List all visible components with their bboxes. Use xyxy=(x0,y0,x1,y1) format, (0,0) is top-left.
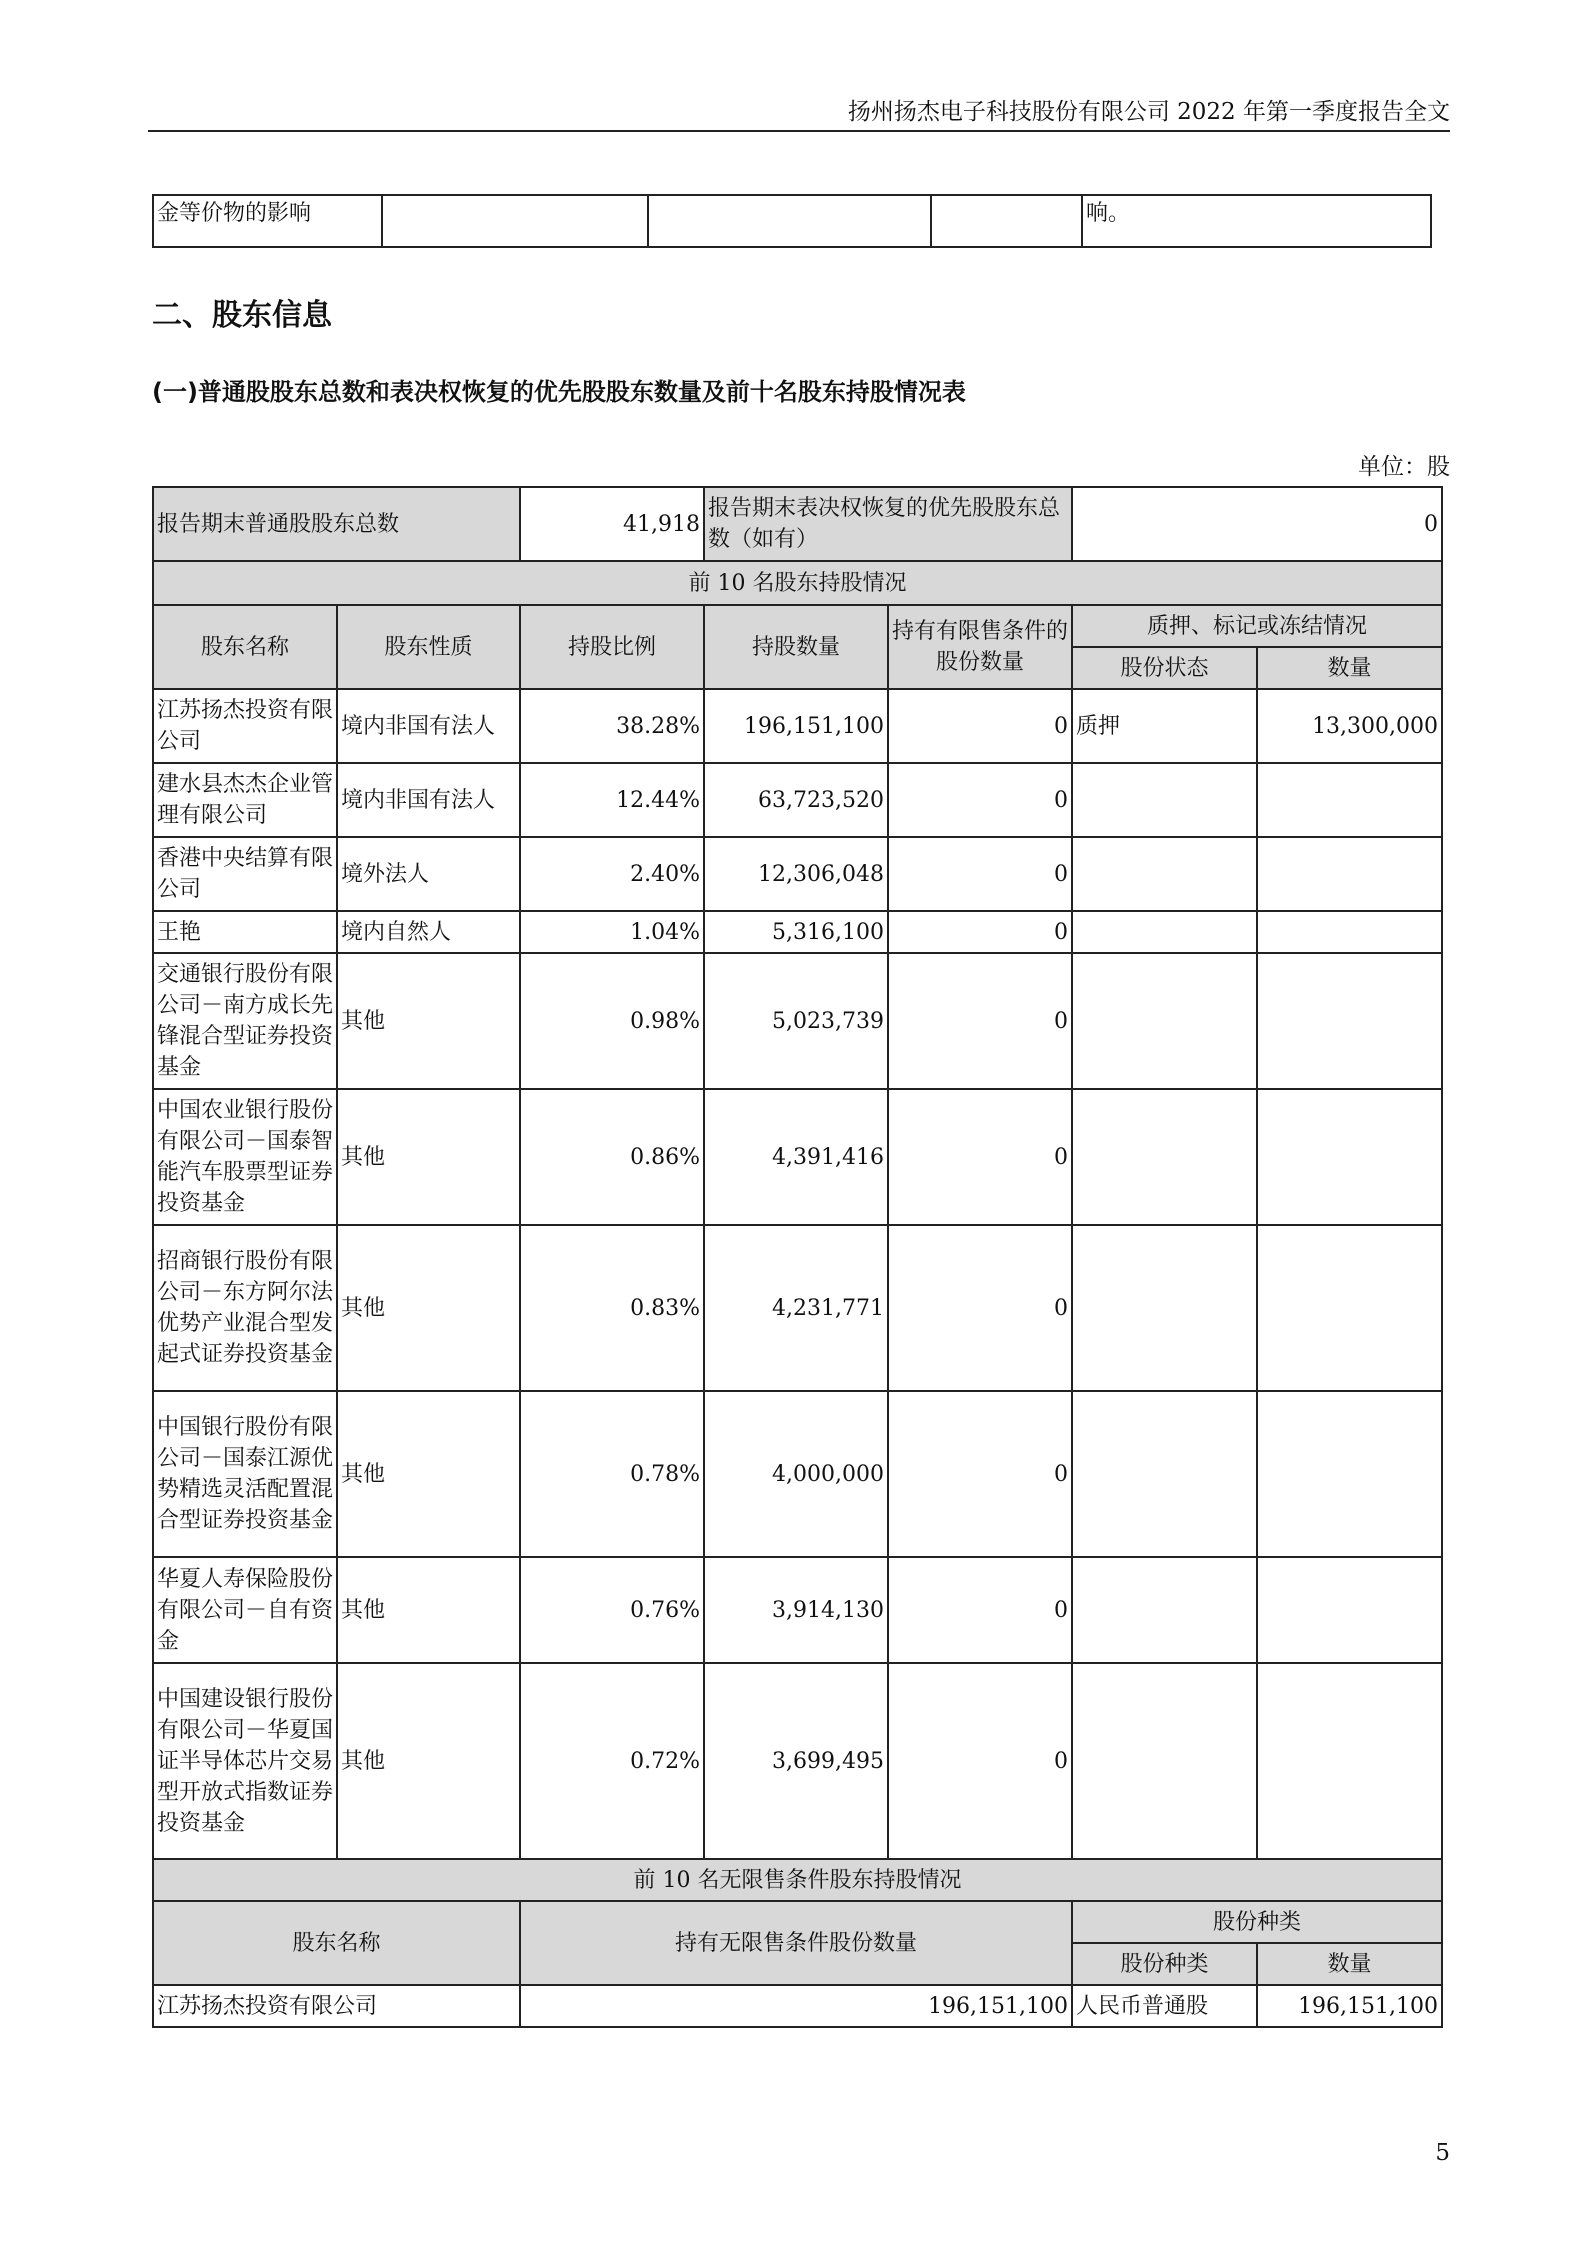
total-holders-value: 41,918 xyxy=(520,487,704,561)
holder-ratio: 0.98% xyxy=(520,953,704,1089)
page-header: 扬州扬杰电子科技股份有限公司 2022 年第一季度报告全文 xyxy=(847,99,1450,125)
holder-status xyxy=(1072,1391,1257,1557)
page-number: 5 xyxy=(1435,2140,1450,2166)
holder-nature: 其他 xyxy=(337,953,520,1089)
holder-nature: 其他 xyxy=(337,1663,520,1859)
holder-name: 王艳 xyxy=(153,911,337,953)
cell: 金等价物的影响 xyxy=(153,195,382,247)
holder-amount xyxy=(1257,1663,1442,1859)
holder-status xyxy=(1072,911,1257,953)
header-status: 股份状态 xyxy=(1072,647,1257,689)
table-row xyxy=(153,911,1442,953)
holder-ratio: 2.40% xyxy=(520,837,704,911)
header-qty: 持股数量 xyxy=(704,605,888,689)
holder-name: 中国银行股份有限公司－国泰江源优势精选灵活配置混合型证券投资基金 xyxy=(153,1391,337,1557)
holder-status xyxy=(1072,837,1257,911)
table-row xyxy=(153,1089,1442,1225)
holder-restricted: 0 xyxy=(888,763,1072,837)
holder-status xyxy=(1072,1225,1257,1391)
holder-name: 江苏扬杰投资有限公司 xyxy=(153,689,337,763)
holder-qty: 5,023,739 xyxy=(704,953,888,1089)
table-row xyxy=(153,195,1431,247)
holder-qty: 196,151,100 xyxy=(704,689,888,763)
holder-amount: 13,300,000 xyxy=(1257,689,1442,763)
holder-ratio: 0.78% xyxy=(520,1391,704,1557)
holder-status xyxy=(1072,763,1257,837)
holder-nature: 其他 xyxy=(337,1391,520,1557)
header-ratio: 持股比例 xyxy=(520,605,704,689)
unrestricted-header-amount: 数量 xyxy=(1257,1943,1442,1985)
header-nature: 股东性质 xyxy=(337,605,520,689)
holder-qty: 63,723,520 xyxy=(704,763,888,837)
unrestricted-header-type-group: 股份种类 xyxy=(1072,1901,1442,1943)
table-row xyxy=(153,837,1442,911)
table-row xyxy=(153,1557,1442,1663)
holder-qty: 4,000,000 xyxy=(704,1391,888,1557)
preferred-holders-label: 报告期末表决权恢复的优先股股东总数（如有） xyxy=(704,487,1072,561)
holder-nature: 境外法人 xyxy=(337,837,520,911)
table-row xyxy=(153,1985,1442,2027)
table-row xyxy=(153,1391,1442,1557)
header-pledge: 质押、标记或冻结情况 xyxy=(1072,605,1442,647)
unrestricted-type: 人民币普通股 xyxy=(1072,1985,1257,2027)
holder-ratio: 0.72% xyxy=(520,1663,704,1859)
top10-title-row xyxy=(153,561,1442,605)
cell: 响。 xyxy=(1082,195,1431,247)
holder-amount xyxy=(1257,911,1442,953)
sub-title: (一)普通股股东总数和表决权恢复的优先股股东数量及前十名股东持股情况表 xyxy=(152,378,966,406)
holder-amount xyxy=(1257,1391,1442,1557)
header-restricted: 持有有限售条件的股份数量 xyxy=(888,605,1072,689)
holder-qty: 12,306,048 xyxy=(704,837,888,911)
holder-amount xyxy=(1257,953,1442,1089)
header-rule xyxy=(148,130,1450,132)
holder-status xyxy=(1072,953,1257,1089)
table-row xyxy=(153,689,1442,763)
previous-table-tail xyxy=(152,194,1432,248)
unrestricted-header-name: 股东名称 xyxy=(153,1901,520,1985)
holder-ratio: 38.28% xyxy=(520,689,704,763)
section-title: 二、股东信息 xyxy=(152,298,332,333)
holder-name: 华夏人寿保险股份有限公司－自有资金 xyxy=(153,1557,337,1663)
cell xyxy=(382,195,648,247)
holder-nature: 其他 xyxy=(337,1089,520,1225)
holder-ratio: 0.76% xyxy=(520,1557,704,1663)
unrestricted-name: 江苏扬杰投资有限公司 xyxy=(153,1985,520,2027)
cell xyxy=(648,195,931,247)
holder-name: 建水县杰杰企业管理有限公司 xyxy=(153,763,337,837)
holder-name: 中国农业银行股份有限公司－国泰智能汽车股票型证券投资基金 xyxy=(153,1089,337,1225)
table-row xyxy=(153,953,1442,1089)
holder-name: 香港中央结算有限公司 xyxy=(153,837,337,911)
holder-qty: 5,316,100 xyxy=(704,911,888,953)
holder-nature: 境内非国有法人 xyxy=(337,763,520,837)
unit-label: 单位：股 xyxy=(1358,454,1450,480)
holder-restricted: 0 xyxy=(888,1089,1072,1225)
holder-status xyxy=(1072,1557,1257,1663)
unrestricted-header-type: 股份种类 xyxy=(1072,1943,1257,1985)
total-holders-label: 报告期末普通股股东总数 xyxy=(153,487,520,561)
holder-qty: 4,391,416 xyxy=(704,1089,888,1225)
preferred-holders-value: 0 xyxy=(1072,487,1442,561)
holder-ratio: 1.04% xyxy=(520,911,704,953)
holder-status xyxy=(1072,1089,1257,1225)
holder-name: 中国建设银行股份有限公司－华夏国证半导体芯片交易型开放式指数证券投资基金 xyxy=(153,1663,337,1859)
holder-name: 交通银行股份有限公司－南方成长先锋混合型证券投资基金 xyxy=(153,953,337,1089)
holder-amount xyxy=(1257,1089,1442,1225)
top10-header-row xyxy=(153,605,1442,647)
holder-qty: 3,914,130 xyxy=(704,1557,888,1663)
holder-nature: 其他 xyxy=(337,1225,520,1391)
unrestricted-qty: 196,151,100 xyxy=(520,1985,1072,2027)
holder-restricted: 0 xyxy=(888,953,1072,1089)
holder-restricted: 0 xyxy=(888,837,1072,911)
holder-restricted: 0 xyxy=(888,689,1072,763)
holder-ratio: 0.86% xyxy=(520,1089,704,1225)
unrestricted-header-qty: 持有无限售条件股份数量 xyxy=(520,1901,1072,1985)
unrestricted-header-row xyxy=(153,1901,1442,1943)
holder-amount xyxy=(1257,763,1442,837)
holder-restricted: 0 xyxy=(888,1391,1072,1557)
holder-amount xyxy=(1257,1225,1442,1391)
unrestricted-amount: 196,151,100 xyxy=(1257,1985,1442,2027)
holder-qty: 3,699,495 xyxy=(704,1663,888,1859)
shareholder-table xyxy=(152,486,1443,2028)
table-row xyxy=(153,1663,1442,1859)
header-name: 股东名称 xyxy=(153,605,337,689)
holder-amount xyxy=(1257,1557,1442,1663)
holder-nature: 境内自然人 xyxy=(337,911,520,953)
table-row xyxy=(153,1225,1442,1391)
holder-ratio: 0.83% xyxy=(520,1225,704,1391)
holder-status: 质押 xyxy=(1072,689,1257,763)
holder-qty: 4,231,771 xyxy=(704,1225,888,1391)
holder-restricted: 0 xyxy=(888,1225,1072,1391)
holder-name: 招商银行股份有限公司－东方阿尔法优势产业混合型发起式证券投资基金 xyxy=(153,1225,337,1391)
unrestricted-title-row xyxy=(153,1859,1442,1901)
holder-ratio: 12.44% xyxy=(520,763,704,837)
holder-amount xyxy=(1257,837,1442,911)
holder-nature: 境内非国有法人 xyxy=(337,689,520,763)
header-amount: 数量 xyxy=(1257,647,1442,689)
holder-restricted: 0 xyxy=(888,1557,1072,1663)
cell xyxy=(931,195,1082,247)
holder-status xyxy=(1072,1663,1257,1859)
holder-restricted: 0 xyxy=(888,1663,1072,1859)
summary-row xyxy=(153,487,1442,561)
top10-title: 前 10 名股东持股情况 xyxy=(153,561,1442,605)
table-row xyxy=(153,763,1442,837)
holder-nature: 其他 xyxy=(337,1557,520,1663)
holder-restricted: 0 xyxy=(888,911,1072,953)
unrestricted-title: 前 10 名无限售条件股东持股情况 xyxy=(153,1859,1442,1901)
